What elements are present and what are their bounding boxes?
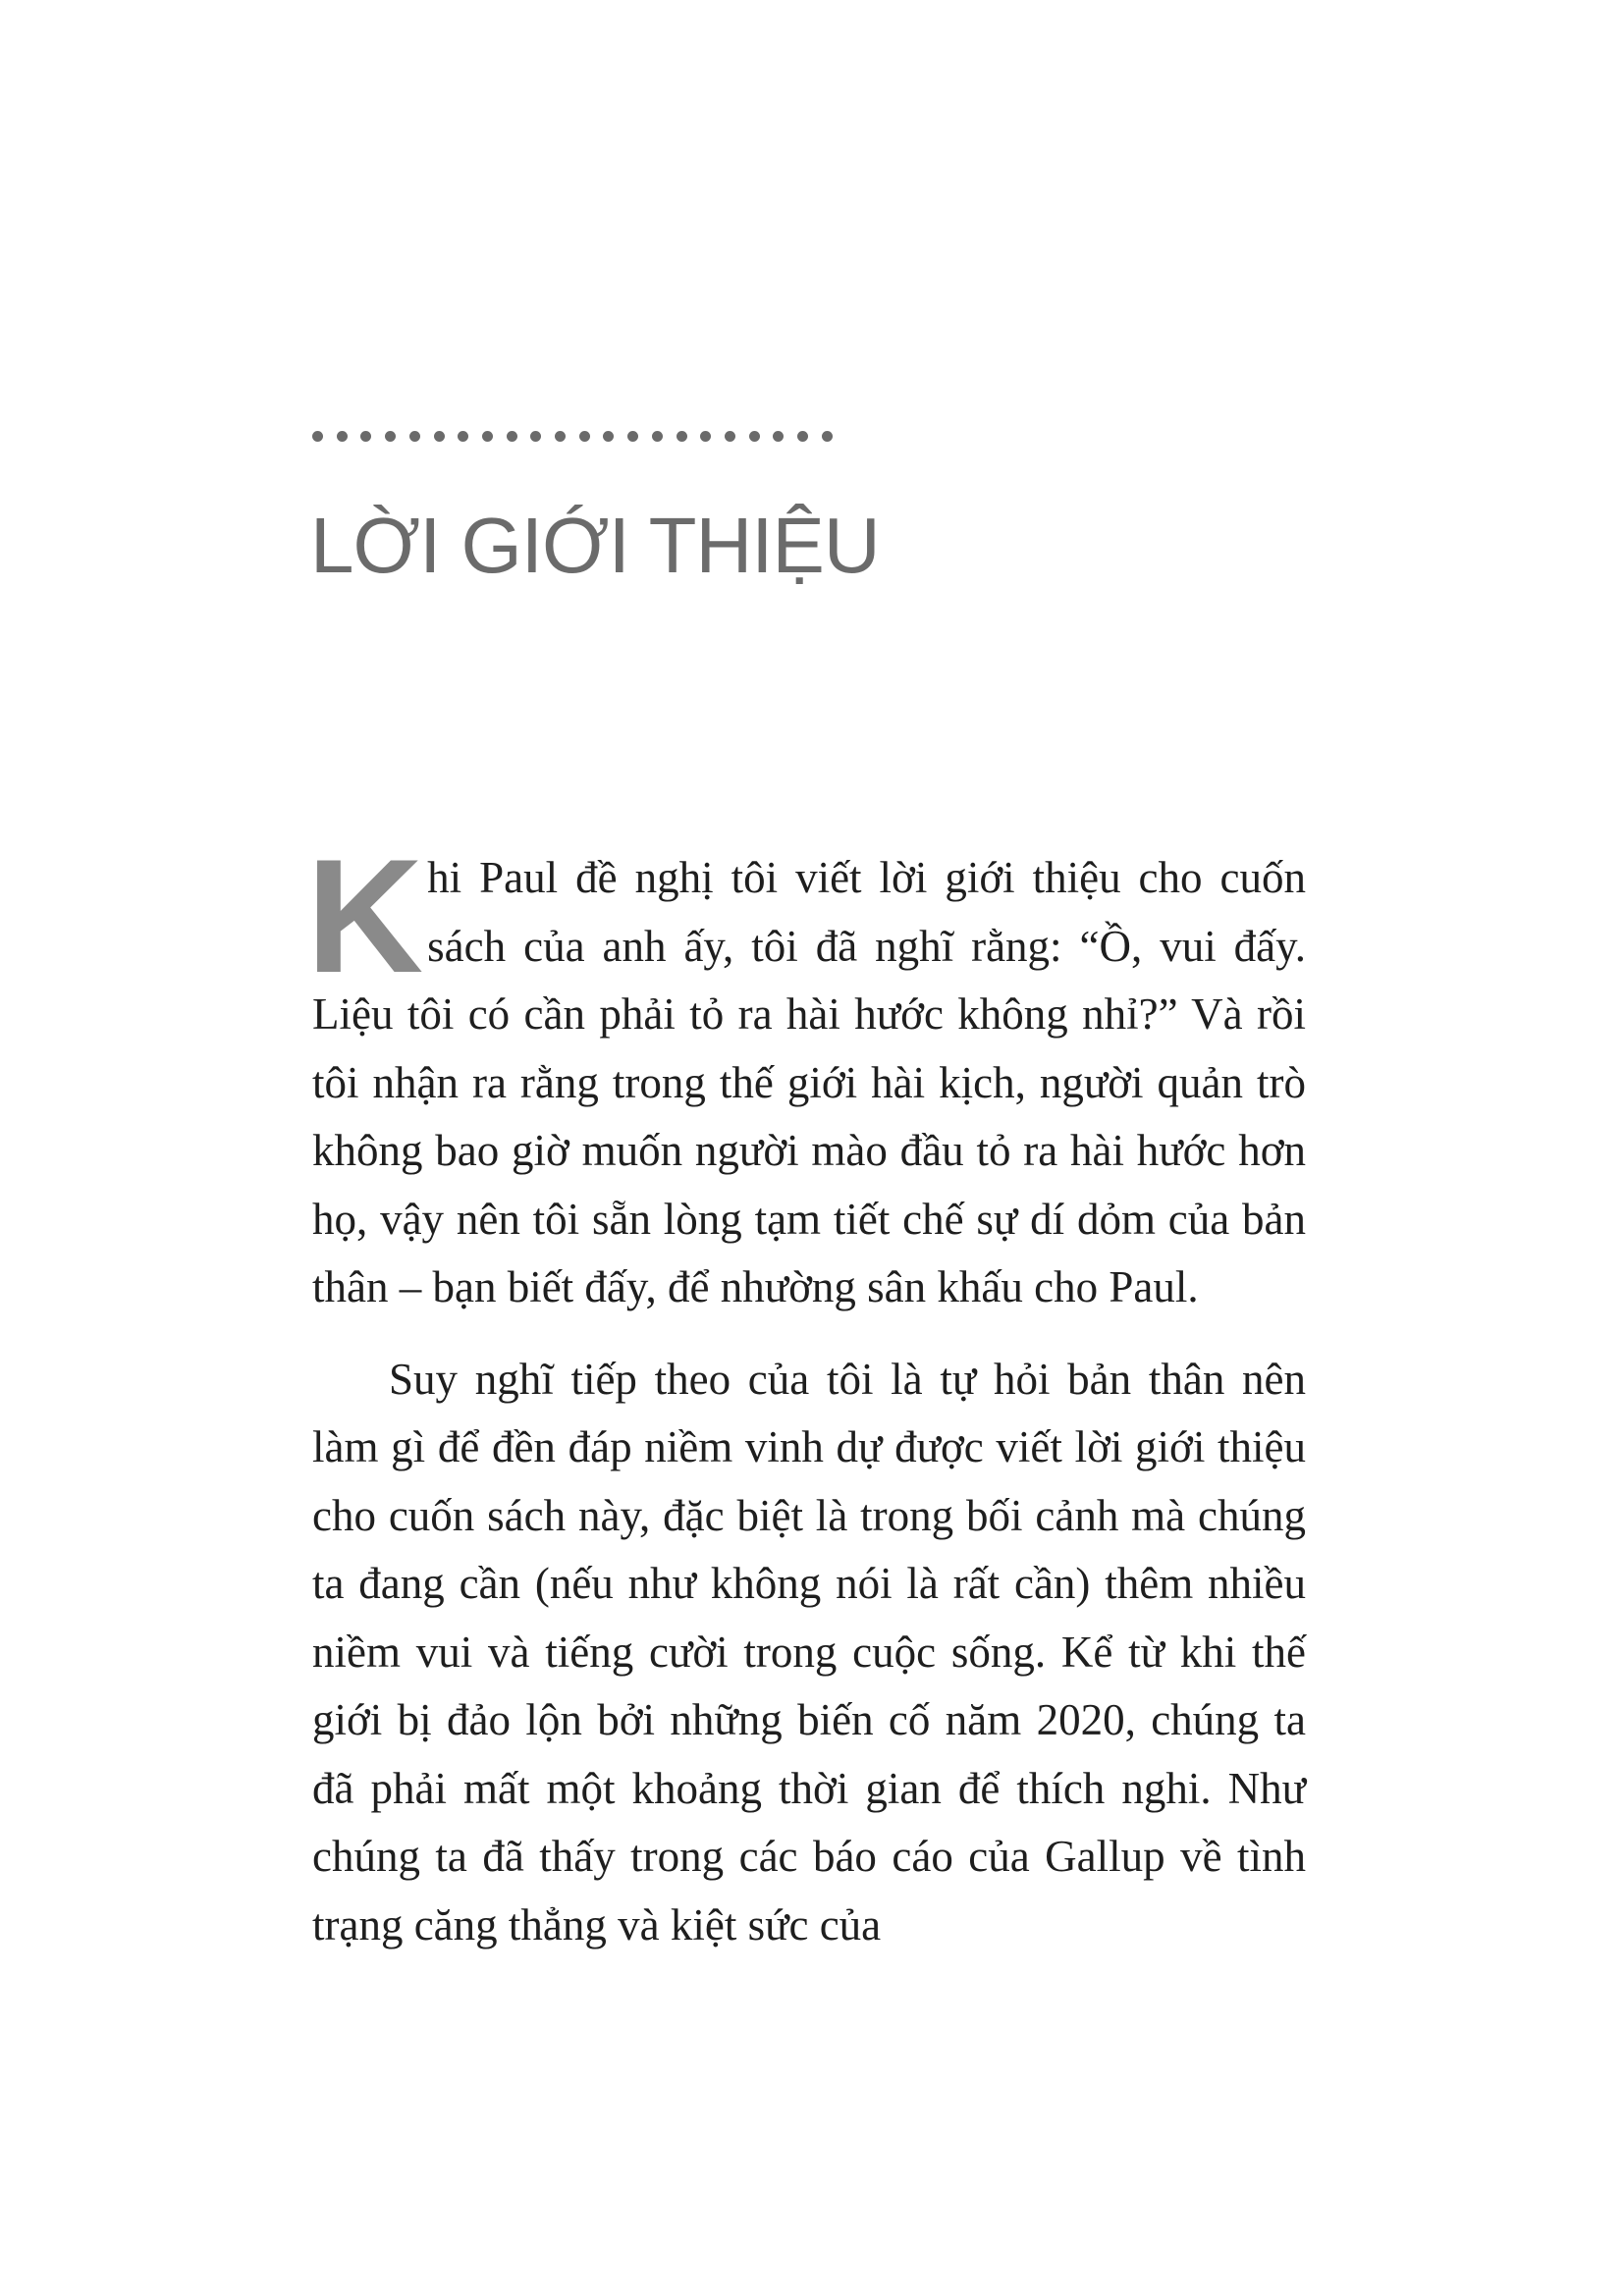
dot	[507, 431, 517, 442]
dot	[725, 431, 735, 442]
dot	[555, 431, 566, 442]
dot	[603, 431, 614, 442]
dot	[458, 431, 468, 442]
body-text	[306, 826, 1306, 1959]
dot	[797, 431, 808, 442]
dot	[530, 431, 541, 442]
dot	[749, 431, 760, 442]
drop-cap: K	[306, 826, 424, 1006]
dot	[385, 431, 396, 442]
dot	[312, 431, 323, 442]
dot	[652, 431, 663, 442]
decorative-dot-rule	[312, 430, 833, 442]
paragraph-1	[306, 826, 1306, 1322]
dot	[700, 431, 711, 442]
dot	[627, 431, 638, 442]
dot	[677, 431, 687, 442]
dot	[579, 431, 590, 442]
paragraph-1-text: hi Paul đề nghị tôi viết lời giới thiệu cho cuốn sách của anh ấy, tôi đã nghĩ rằng: “Ồ, vui đấy. Liệu tôi có cần phải tỏ ra hài hước không nhỉ?” Và rồi tôi nhận ra rằng trong thế giới hài kịch, người quản trò không bao giờ muốn người mào đầu tỏ ra hài hước hơn họ, vậy nên tôi sẵn lòng tạm tiết chế sự dí dỏm của bản thân – bạn biết đấy, để nhường sân khấu cho Paul.	[312, 853, 1306, 1311]
dot	[482, 431, 493, 442]
dot	[773, 431, 784, 442]
dot	[360, 431, 371, 442]
dot	[822, 431, 833, 442]
chapter-title: LỜI GIỚI THIỆU	[310, 502, 880, 589]
paragraph-2: Suy nghĩ tiếp theo của tôi là tự hỏi bản thân nên làm gì để đền đáp niềm vinh dự được viết lời giới thiệu cho cuốn sách này, đặc biệt là trong bối cảnh mà chúng ta đang cần (nếu như không nói là rất cần) thêm nhiều niềm vui và tiếng cười trong cuộc sống. Kể từ khi thế giới bị đảo lộn bởi những biến cố năm 2020, chúng ta đã phải mất một khoảng thời gian để thích nghi. Như chúng ta đã thấy trong các báo cáo của Gallup về tình trạng căng thẳng và kiệt sức của	[312, 1354, 1306, 1949]
dot	[409, 431, 420, 442]
dot	[434, 431, 445, 442]
dot	[337, 431, 348, 442]
